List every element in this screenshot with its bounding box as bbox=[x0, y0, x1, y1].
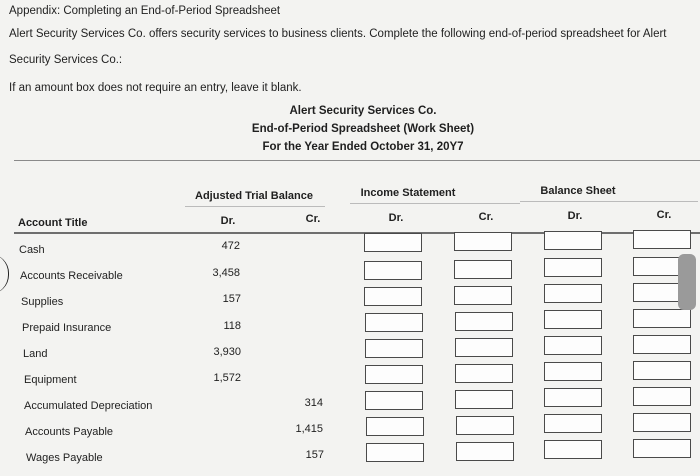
account-name: Wages Payable bbox=[26, 452, 103, 464]
bs-dr-input[interactable] bbox=[544, 440, 602, 459]
is-cr-input[interactable] bbox=[455, 338, 513, 357]
account-name: Accounts Receivable bbox=[20, 270, 123, 282]
account-name: Accumulated Depreciation bbox=[24, 400, 153, 412]
appendix-title: Appendix: Completing an End-of-Period Spreadsheet bbox=[9, 5, 281, 17]
bs-dr-input[interactable] bbox=[544, 388, 602, 407]
is-cr-input[interactable] bbox=[456, 442, 514, 461]
is-cr-input[interactable] bbox=[455, 390, 513, 409]
bs-underline bbox=[520, 201, 698, 202]
account-title-header: Account Title bbox=[18, 217, 88, 229]
is-cr-input[interactable] bbox=[454, 286, 512, 305]
instructions-line-1: Alert Security Services Co. offers security services to business clients. Complete the following end-of-period spreadsheet for Alert bbox=[9, 28, 667, 40]
bs-dr-input[interactable] bbox=[544, 231, 602, 250]
is-cr-header: Cr. bbox=[478, 211, 494, 223]
atb-underline bbox=[185, 206, 325, 207]
is-cr-input[interactable] bbox=[455, 312, 513, 331]
is-dr-input[interactable] bbox=[365, 391, 423, 410]
atb-dr-amount: 3,930 bbox=[213, 346, 241, 358]
account-name: Accounts Payable bbox=[25, 426, 114, 438]
bs-cr-header: Cr. bbox=[656, 209, 672, 221]
account-name: Equipment bbox=[24, 374, 77, 386]
bs-cr-input[interactable] bbox=[633, 309, 691, 328]
bs-cr-input[interactable] bbox=[633, 361, 691, 380]
header-divider bbox=[14, 160, 700, 161]
bs-dr-input[interactable] bbox=[544, 310, 602, 329]
scroll-handle[interactable] bbox=[678, 254, 696, 310]
bs-cr-input[interactable] bbox=[633, 439, 691, 458]
bs-dr-input[interactable] bbox=[544, 336, 602, 355]
atb-dr-header: Dr. bbox=[220, 215, 236, 227]
instructions-note: If an amount box does not require an entry, leave it blank. bbox=[9, 82, 302, 94]
is-cr-input[interactable] bbox=[455, 364, 513, 383]
account-name: Prepaid Insurance bbox=[22, 322, 112, 334]
bs-dr-input[interactable] bbox=[544, 284, 602, 303]
instructions-line-2: Security Services Co.: bbox=[9, 54, 123, 66]
sheet-title: End-of-Period Spreadsheet (Work Sheet) bbox=[251, 123, 475, 135]
bs-dr-input[interactable] bbox=[544, 362, 602, 381]
atb-header: Adjusted Trial Balance bbox=[195, 190, 313, 202]
is-dr-input[interactable] bbox=[365, 339, 423, 358]
page-edge-bracket bbox=[0, 254, 9, 294]
income-statement-header: Income Statement bbox=[360, 187, 456, 199]
account-name: Land bbox=[23, 348, 48, 360]
atb-dr-amount: 3,458 bbox=[212, 267, 240, 279]
is-dr-input[interactable] bbox=[366, 417, 424, 436]
bs-dr-input[interactable] bbox=[544, 414, 602, 433]
is-cr-input[interactable] bbox=[454, 232, 512, 251]
is-dr-input[interactable] bbox=[364, 287, 422, 306]
bs-cr-input[interactable] bbox=[633, 230, 691, 249]
atb-cr-amount: 157 bbox=[305, 449, 324, 461]
is-dr-input[interactable] bbox=[364, 233, 422, 252]
atb-dr-amount: 157 bbox=[222, 293, 241, 305]
balance-sheet-header: Balance Sheet bbox=[540, 185, 616, 197]
is-dr-header: Dr. bbox=[388, 212, 404, 224]
bs-cr-input[interactable] bbox=[633, 335, 691, 354]
is-underline bbox=[350, 203, 520, 204]
bs-cr-input[interactable] bbox=[633, 413, 691, 432]
is-dr-input[interactable] bbox=[365, 365, 423, 384]
atb-cr-amount: 1,415 bbox=[295, 423, 323, 435]
atb-dr-amount: 472 bbox=[221, 240, 240, 252]
bs-cr-input[interactable] bbox=[633, 387, 691, 406]
is-dr-input[interactable] bbox=[365, 313, 423, 332]
atb-cr-amount: 314 bbox=[304, 397, 323, 409]
bs-dr-header: Dr. bbox=[567, 210, 583, 222]
account-name: Cash bbox=[19, 244, 45, 256]
company-name: Alert Security Services Co. bbox=[289, 105, 437, 117]
is-cr-input[interactable] bbox=[454, 260, 512, 279]
atb-dr-amount: 1,572 bbox=[213, 372, 241, 384]
account-name: Supplies bbox=[21, 296, 64, 308]
bs-dr-input[interactable] bbox=[544, 258, 602, 277]
sheet-period: For the Year Ended October 31, 20Y7 bbox=[262, 141, 464, 153]
atb-cr-header: Cr. bbox=[305, 213, 321, 225]
is-dr-input[interactable] bbox=[364, 261, 422, 280]
is-dr-input[interactable] bbox=[366, 443, 424, 462]
is-cr-input[interactable] bbox=[456, 416, 514, 435]
atb-dr-amount: 118 bbox=[223, 320, 241, 332]
